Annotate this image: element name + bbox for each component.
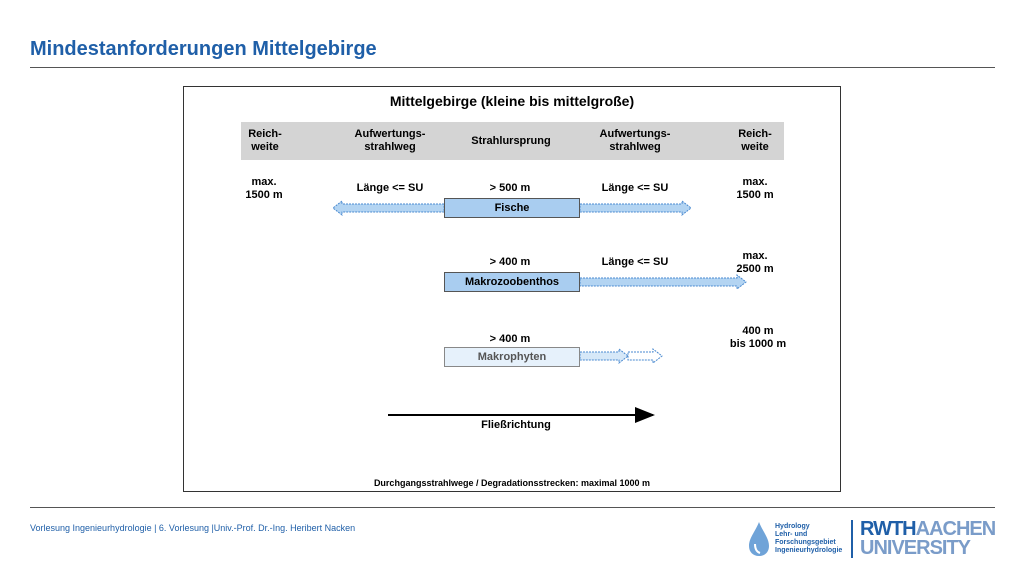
- slide-title: Mindestanforderungen Mittelgebirge: [30, 38, 377, 60]
- rwth-logo-part1: RWTH: [860, 518, 916, 540]
- fische-right-arrow: [580, 201, 691, 215]
- header-strahlursprung: Strahlursprung: [471, 135, 551, 147]
- makrophyten-right-reach: 400 m bis 1000 m: [729, 325, 787, 350]
- header-reichweite-left: Reich- weite: [248, 128, 282, 153]
- footer-text: Vorlesung Ingenieurhydrologie | 6. Vorlesung |Univ.-Prof. Dr.-Ing. Heribert Nacken: [30, 523, 356, 533]
- fische-left-arrow: [333, 201, 444, 215]
- fische-right-length: Länge <= SU: [601, 182, 669, 194]
- makrozoobenthos-right-arrow: [580, 275, 746, 289]
- fische-left-length: Länge <= SU: [356, 182, 424, 194]
- header-aufwertung-right: Aufwertungs- strahlweg: [599, 128, 671, 153]
- makrozoobenthos-origin-length: > 400 m: [489, 256, 531, 268]
- makrozoobenthos-right-length: Länge <= SU: [601, 256, 669, 268]
- diagram-footnote: Durchgangsstrahlwege / Degradationsstrecken: maximal 1000 m: [373, 478, 651, 488]
- fische-box: Fische: [444, 198, 580, 218]
- diagram-title: Mittelgebirge (kleine bis mittelgroße): [389, 93, 635, 109]
- header-aufwertung-left: Aufwertungs- strahlweg: [354, 128, 426, 153]
- header-reichweite-right: Reich- weite: [738, 128, 772, 153]
- rwth-logo-line2: UNIVERSITY: [860, 537, 971, 559]
- logo-divider: [851, 520, 853, 558]
- makrophyten-extension-arrow: [628, 349, 662, 363]
- makrozoobenthos-box: Makrozoobenthos: [444, 272, 580, 292]
- makrophyten-origin-length: > 400 m: [489, 333, 531, 345]
- fische-origin-length: > 500 m: [489, 182, 531, 194]
- rwth-logo-part2: AACHEN: [915, 518, 996, 540]
- fische-left-reach: max. 1500 m: [245, 176, 283, 201]
- flow-direction-label: Fließrichtung: [481, 419, 551, 431]
- hydrology-logo-text: Hydrology Lehr- und Forschungsgebiet Ingenieurhydrologie: [775, 523, 843, 554]
- fische-right-reach: max. 1500 m: [736, 176, 774, 201]
- makrozoobenthos-right-reach: max. 2500 m: [736, 250, 774, 275]
- water-drop-logo-icon: [746, 520, 772, 558]
- makrophyten-box: Makrophyten: [444, 347, 580, 367]
- makrophyten-right-arrow: [580, 349, 628, 363]
